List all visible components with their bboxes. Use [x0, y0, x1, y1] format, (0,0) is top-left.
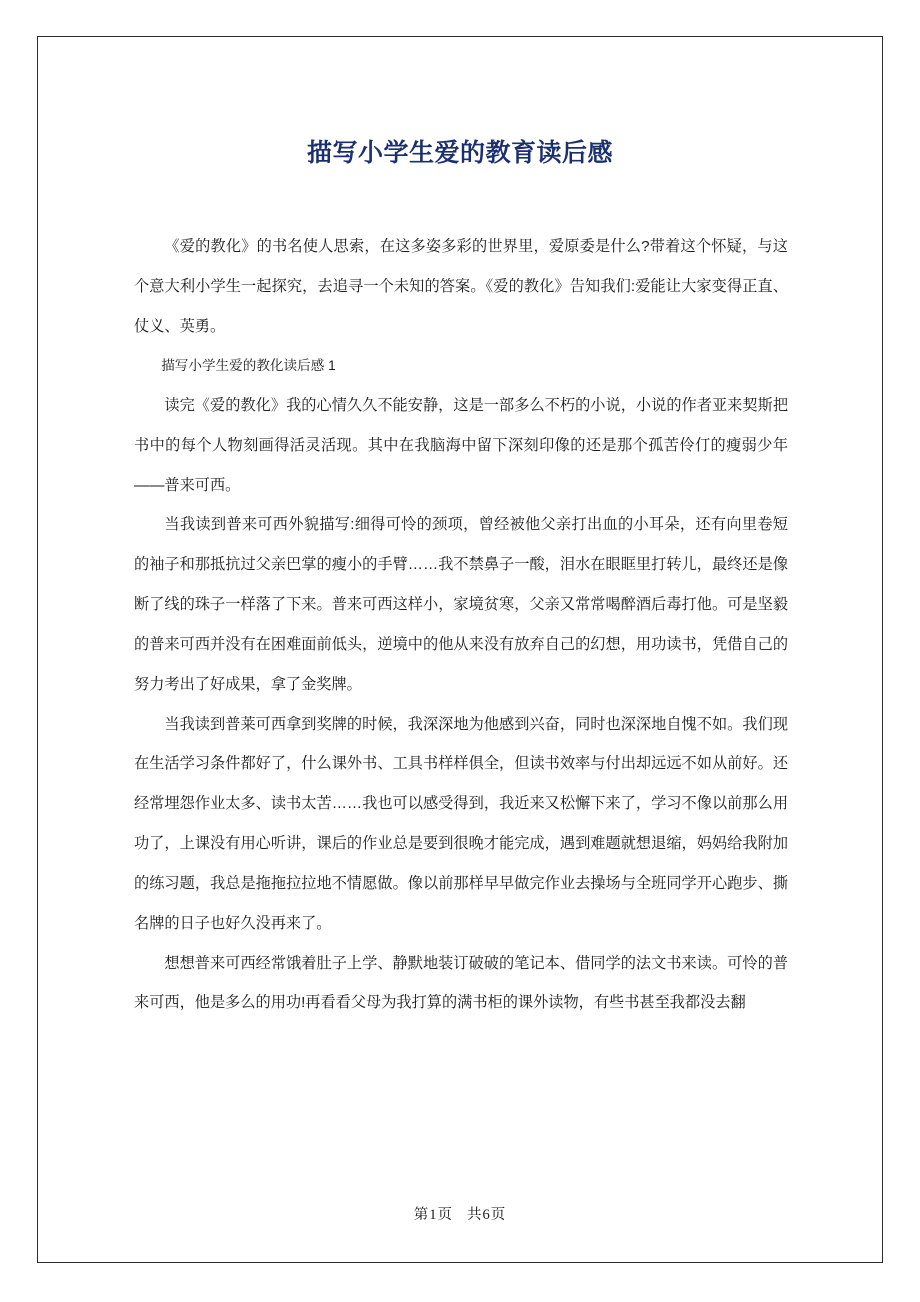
document-body: [134, 227, 788, 1023]
paragraph-1: 读完《爱的教化》我的心情久久不能安静，这是一部多么不朽的小说，小说的作者亚来契斯把书中的每个人物刻画得活灵活现。其中在我脑海中留下深刻印像的还是那个孤苦伶仃的瘦弱少年——普来可西。: [134, 396, 788, 494]
footer-total-pages: 6: [482, 1207, 491, 1223]
paragraph-2: 当我读到普来可西外貌描写:细得可怜的颈项，曾经被他父亲打出血的小耳朵，还有向里卷短的袖子和那抵抗过父亲巴掌的瘦小的手臂……我不禁鼻子一酸，泪水在眼眶里打转儿，最终还是像断了线的珠子一样落了下来。普来可西这样小，家境贫寒，父亲又常常喝醉酒后毒打他。可是坚毅的普来可西并没有在困难面前低头，逆境中的他从来没有放弃自己的幻想，用功读书，凭借自己的努力考出了好成果，拿了金奖牌。: [134, 516, 788, 693]
footer-total-prefix: 共: [467, 1207, 483, 1223]
section-heading-1: 描写小学生爱的教化读后感 1: [161, 358, 336, 374]
page-title: 描写小学生爱的教育读后感: [306, 138, 613, 167]
paragraph-intro: 《爱的教化》的书名使人思索，在这多姿多彩的世界里，爱原委是什么?带着这个怀疑，与这个意大利小学生一起探究，去追寻一个未知的答案。《爱的教化》告知我们:爱能让大家变得正直、仗义、英勇。: [134, 238, 788, 335]
footer-page-unit: 页: [437, 1207, 453, 1223]
footer-total-unit: 页: [490, 1207, 507, 1223]
paragraph-3: 当我读到普莱可西拿到奖牌的时候，我深深地为他感到兴奋，同时也深深地自愧不如。我们现在生活学习条件都好了，什么课外书、工具书样样俱全，但读书效率与付出却远远不如从前好。还经常埋怨作业太多、读书太苦……我也可以感受得到，我近来又松懈下来了，学习不像以前那么用功了，上课没有用心听讲，课后的作业总是要到很晚才能完成，遇到难题就想退缩，妈妈给我附加的练习题，我总是拖拖拉拉地不情愿做。像以前那样早早做完作业去操场与全班同学开心跑步、撕名牌的日子也好久没再来了。: [134, 715, 788, 932]
page-content-area: [38, 37, 882, 1262]
footer-current-prefix: 第: [413, 1207, 430, 1223]
document-page: [37, 36, 883, 1263]
footer-current-page: 1: [429, 1207, 438, 1223]
paragraph-4: 想想普来可西经常饿着肚子上学、静默地装订破破的笔记本、借同学的法文书来读。可怜的普来可西，他是多么的用功!再看看父母为我打算的满书柜的课外读物，有些书甚至我都没去翻: [134, 954, 788, 1012]
page-footer: [38, 1203, 882, 1224]
